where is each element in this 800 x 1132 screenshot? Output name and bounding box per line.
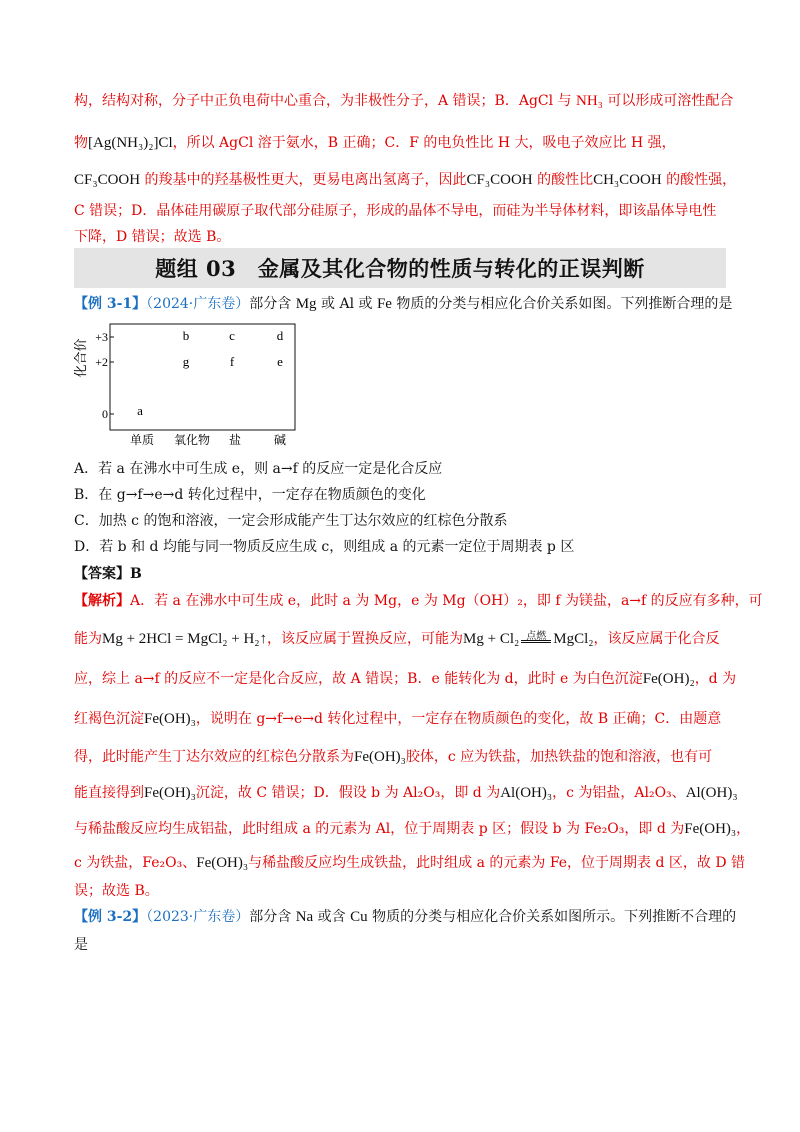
equation: Mg + Cl₂: [463, 631, 520, 647]
chem-formula: Al(OH)₃: [685, 785, 738, 801]
section-title: 题组 03 金属及其化合物的性质与转化的正误判断: [155, 256, 645, 281]
equation: MgCl₂: [553, 631, 594, 647]
text: 应，综上 a→f 的反应不一定是化合反应，故 A 错误；B．e 能转化为 d，此时 e 为白色沉淀: [74, 671, 643, 687]
example-source: （2024·广东卷）: [146, 296, 250, 312]
analysis-1: [74, 590, 763, 610]
text: 物: [74, 135, 88, 151]
text: ，d 为: [694, 671, 737, 687]
text: 误；故选 B。: [74, 883, 159, 899]
point-a: a: [137, 403, 143, 418]
text: 部分含: [249, 296, 296, 312]
option-d: D．若 b 和 d 均能与同一物质反应生成 c，则组成 a 的元素一定位于周期表 p 区: [74, 539, 575, 555]
text: ，说明在 g→f→e→d 转化过程中，一定存在物质颜色的变化，故 B 正确；C．由题意: [195, 711, 722, 727]
xtick-salt: 盐: [228, 433, 242, 447]
example-source: （2023·广东卷）: [146, 909, 250, 925]
text: c 为铁盐，Fe₂O₃、: [74, 855, 197, 871]
chem-formula: Fe(OH)₂: [642, 671, 695, 687]
text: ，c 为铝盐，Al₂O₃、: [552, 785, 686, 801]
chem-formula: Na: [295, 909, 314, 925]
chem-formula: Mg: [295, 296, 317, 312]
xtick-oxide: 氧化物: [173, 433, 211, 447]
chem-formula: Fe(OH)₃: [684, 821, 737, 837]
text: 部分含: [249, 909, 296, 925]
chart-ylabel: 化合价: [74, 338, 89, 378]
text: 红褐色沉淀: [74, 711, 144, 727]
equation-arrow: [521, 631, 551, 643]
text: ，: [736, 821, 751, 837]
ytick-zero: 0: [102, 407, 108, 421]
point-c: c: [229, 328, 235, 343]
valence-chart: [74, 318, 334, 453]
ytick-plus3: +3: [95, 330, 108, 344]
analysis-line-1: [74, 90, 733, 110]
example-tag: 【例 3-1】: [74, 296, 147, 312]
answer: 【答案】B: [74, 566, 142, 582]
chem-formula: Al(OH)₃: [500, 785, 553, 801]
point-d: d: [276, 328, 284, 343]
text: 是: [74, 937, 88, 953]
chem-formula: [Ag(NH₃)₂]Cl: [88, 135, 173, 151]
xtick-element: 单质: [129, 433, 155, 447]
text: 与稀盐酸反应均生成铝盐，此时组成 a 的元素为 Al，位于周期表 p 区；假设 b 为 Fe₂O₃，即 d 为: [74, 821, 685, 837]
text: 胶体，c 应为铁盐，加热铁盐的饱和溶液，也有可: [405, 749, 713, 765]
analysis-3: [74, 668, 736, 688]
text: 的羧基中的羟基极性更大，更易电离出氢离子，因此: [140, 172, 467, 188]
analysis-line-2: [74, 132, 676, 152]
text: 能直接得到: [74, 785, 144, 801]
analysis-5: [74, 746, 712, 766]
point-b: b: [182, 328, 190, 343]
text: 物质的分类与相应化合价关系如图。下列推断合理的是: [391, 296, 733, 312]
example-2-stem: [74, 906, 736, 926]
chem-formula: CF₃COOH: [466, 172, 533, 188]
example-tag: 【例 3-2】: [74, 909, 147, 925]
option-b: B．在 g→f→e→d 转化过程中，一定存在物质颜色的变化: [74, 487, 426, 503]
chem-formula: Fe(OH)₃: [144, 711, 196, 727]
example-2-stem-cont: [74, 934, 88, 954]
text: 沉淀，故 C 错误；D．假设 b 为 Al₂O₃，即 d 为: [195, 785, 501, 801]
equation: Mg + 2HCl = MgCl₂ + H₂↑: [102, 631, 268, 647]
analysis-8: [74, 852, 745, 872]
text: 可以形成可溶性配合: [602, 93, 734, 109]
analysis-line-5: [74, 226, 230, 246]
text: 或含: [313, 909, 351, 925]
text: 物质的分类与相应化合价关系如图所示。下列推断不合理的: [367, 909, 737, 925]
chem-formula: Fe(OH)₃: [196, 855, 249, 871]
text: 下降，D 错误；故选 B。: [74, 229, 231, 245]
text: C 错误；D．晶体硅用碳原子取代部分硅原子，形成的晶体不导电，而硅为半导体材料，即该晶体导电性: [74, 203, 717, 219]
ytick-plus2: +2: [95, 355, 108, 369]
analysis-7: [74, 818, 750, 838]
analysis-4: [74, 708, 721, 728]
text: 的酸性比: [532, 172, 594, 188]
point-f: f: [229, 354, 235, 369]
analysis-6: [74, 782, 738, 802]
text: 或 Al 或: [316, 296, 377, 312]
example-1-stem: [74, 293, 732, 313]
chem-formula: CF₃COOH: [74, 172, 141, 188]
text: 的酸性强，: [661, 172, 737, 188]
point-g: g: [182, 354, 190, 369]
analysis-head: 【解析】: [74, 593, 130, 609]
analysis-line-3: [74, 169, 736, 189]
text: ，该反应属于化合反: [593, 631, 720, 647]
text: ，所以 AgCl 溶于氨水，B 正确；C．F 的电负性比 H 大，吸电子效应比 H 强，: [172, 135, 676, 151]
chem-formula: CH₃COOH: [593, 172, 662, 188]
chem-formula: Fe(OH)₃: [354, 749, 406, 765]
analysis-2: [74, 628, 719, 648]
text: A．若 a 在沸水中可生成 e，此时 a 为 Mg，e 为 Mg（OH）₂，即 f 为镁盐，a→f 的反应有多种，可: [130, 593, 763, 609]
text: 得，此时能产生丁达尔效应的红棕色分散系为: [74, 749, 354, 765]
chem-formula: Fe(OH)₃: [144, 785, 196, 801]
reaction-condition: 点燃: [526, 631, 547, 642]
chem-formula: Cu: [350, 909, 368, 925]
text: 与稀盐酸反应均生成铁盐，此时组成 a 的元素为 Fe，位于周期表 d 区，故 D 错: [248, 855, 746, 871]
option-c: C．加热 c 的饱和溶液，一定会形成能产生丁达尔效应的红棕色分散系: [74, 513, 508, 529]
text: ，该反应属于置换反应，可能为: [267, 631, 464, 647]
xtick-base: 碱: [273, 433, 287, 447]
text: 构，结构对称，分子中正负电荷中心重合，为非极性分子，A 错误；B．AgCl 与: [74, 93, 577, 109]
analysis-line-4: [74, 200, 716, 220]
chem-formula: NH₃: [576, 93, 603, 109]
text: 能为: [74, 631, 102, 647]
point-e: e: [277, 354, 283, 369]
section-title-bar: [74, 248, 726, 288]
analysis-9: [74, 880, 159, 900]
chem-formula: Fe: [376, 296, 392, 312]
option-a: A．若 a 在沸水中可生成 e，则 a→f 的反应一定是化合反应: [74, 461, 443, 477]
